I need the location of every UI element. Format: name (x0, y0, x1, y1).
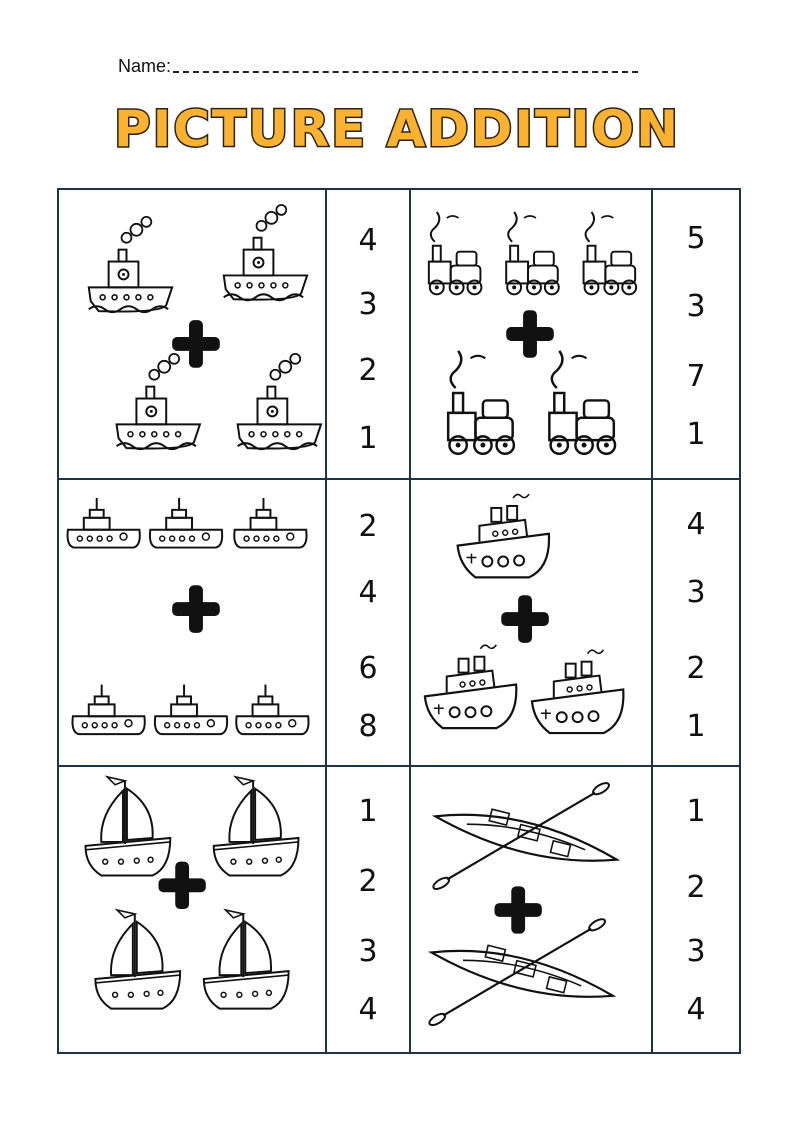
picture-cell-trains (411, 190, 653, 480)
steamboat-icon (224, 205, 307, 300)
train-icon (429, 212, 482, 294)
picture-cell-ships-with-anchor (411, 480, 653, 767)
answer-choices-sailboats (327, 767, 411, 1052)
answer-choices-trains (653, 190, 739, 480)
picture-cell-kayaks (411, 767, 653, 1052)
plus-icon (172, 585, 220, 633)
answer-choice[interactable]: 7 (686, 359, 706, 394)
answer-choice[interactable]: 2 (358, 353, 378, 388)
answer-choice[interactable]: 2 (358, 864, 378, 899)
answer-choice[interactable]: 4 (358, 575, 378, 610)
tugboat-icon (155, 685, 227, 735)
ship-icon (532, 650, 623, 733)
picture-cell-sailboats (59, 767, 327, 1052)
answer-choice[interactable]: 4 (358, 223, 378, 258)
answer-choice[interactable]: 2 (358, 509, 378, 544)
sailboats-picture (59, 767, 325, 1052)
answer-choice[interactable]: 5 (686, 221, 706, 256)
sailboat-icon (95, 910, 180, 1009)
answer-choice[interactable]: 3 (358, 287, 378, 322)
answer-choice[interactable]: 4 (358, 992, 378, 1027)
kayaks-picture (411, 767, 651, 1052)
worksheet-title: PICTURE ADDITION (113, 100, 681, 158)
tugboat-icon (72, 685, 144, 735)
ship-icon (458, 494, 549, 577)
answer-choice[interactable]: 3 (686, 575, 706, 610)
answer-choice[interactable]: 1 (686, 794, 706, 829)
train-icon (584, 212, 637, 294)
train-icon (549, 351, 615, 454)
tugboat-icon (150, 498, 222, 548)
answer-choices-ships (653, 480, 739, 767)
answer-choice[interactable]: 8 (358, 709, 378, 744)
train-icon (506, 212, 559, 294)
plus-icon (495, 886, 542, 933)
answer-choices-tugboats (327, 480, 411, 767)
answer-choice[interactable]: 2 (686, 870, 706, 905)
answer-choice[interactable]: 1 (686, 709, 706, 744)
answer-choice[interactable]: 4 (686, 507, 706, 542)
answer-choice[interactable]: 2 (686, 651, 706, 686)
sailboat-icon (85, 777, 170, 876)
answer-choice[interactable]: 1 (358, 794, 378, 829)
trains-picture (411, 190, 651, 478)
train-icon (448, 351, 514, 454)
ship-icon (425, 645, 516, 728)
plus-icon (506, 310, 554, 358)
tugboats-picture (59, 480, 325, 765)
steamboat-icon (89, 217, 172, 312)
kayak-icon (432, 781, 617, 891)
answer-choices-kayaks (653, 767, 739, 1052)
plus-icon (501, 595, 549, 643)
answer-choice[interactable]: 4 (686, 992, 706, 1027)
ships-picture (411, 480, 651, 765)
answer-choices-steamboats (327, 190, 411, 480)
picture-cell-steamboats (59, 190, 327, 480)
answer-choice[interactable]: 3 (686, 934, 706, 969)
sailboat-icon (204, 910, 289, 1009)
name-label: Name: (118, 56, 172, 76)
name-field[interactable] (118, 52, 638, 76)
tugboat-icon (68, 498, 140, 548)
steamboats-picture (59, 190, 325, 478)
answer-choice[interactable]: 1 (358, 421, 378, 456)
steamboat-icon (238, 354, 321, 449)
name-writing-line[interactable] (173, 71, 638, 73)
plus-icon (158, 862, 205, 909)
tugboat-icon (234, 498, 306, 548)
steamboat-icon (117, 354, 200, 449)
tugboat-icon (236, 685, 308, 735)
picture-cell-tugboats (59, 480, 327, 767)
answer-choice[interactable]: 3 (358, 934, 378, 969)
answer-choice[interactable]: 3 (686, 289, 706, 324)
answer-choice[interactable]: 6 (358, 651, 378, 686)
answer-choice[interactable]: 1 (686, 417, 706, 452)
problem-grid (57, 188, 741, 1054)
sailboat-icon (214, 777, 299, 876)
